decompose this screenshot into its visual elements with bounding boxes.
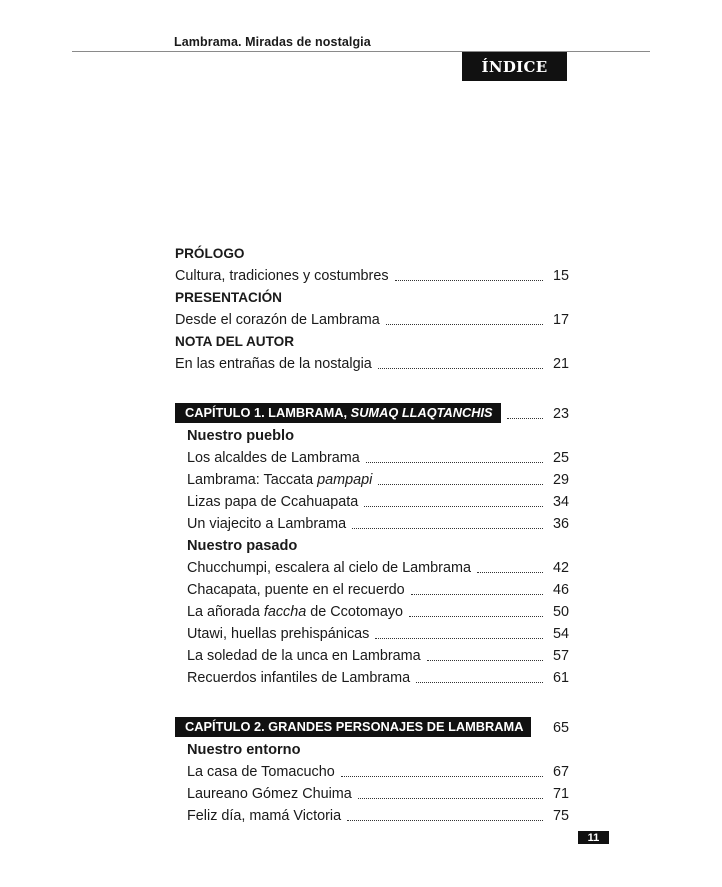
chapter-page: 23 <box>552 406 569 422</box>
title-part: La añorada <box>187 604 264 620</box>
toc-entry[interactable] <box>175 621 569 643</box>
dot-leader <box>352 527 543 529</box>
toc-entry-title: Lizas papa de Ccahuapata <box>187 494 359 510</box>
toc-entry-page: 21 <box>552 356 569 372</box>
toc-entry[interactable] <box>175 665 569 687</box>
toc-entry[interactable] <box>175 759 569 781</box>
dot-leader <box>411 593 543 595</box>
toc-entry-title: Un viajecito a Lambrama <box>187 516 347 532</box>
dot-leader <box>477 571 543 573</box>
toc-entry-page: 15 <box>552 268 569 284</box>
toc-entry[interactable] <box>175 467 569 489</box>
spacer <box>175 687 569 711</box>
toc-entry-title: Recuerdos infantiles de Lambrama <box>187 670 411 686</box>
toc-entry-title: Cultura, tradiciones y costumbres <box>175 268 389 284</box>
chapter-label <box>175 403 501 423</box>
toc-entry-page: 25 <box>552 450 569 466</box>
toc-entry-title: Chucchumpi, escalera al cielo de Lambrama <box>187 560 471 576</box>
toc-entry-title: Laureano Gómez Chuima <box>187 786 352 802</box>
toc-entry-page: 29 <box>552 472 569 488</box>
toc-subheading <box>175 423 569 445</box>
chapter-label-text: CAPÍTULO 1. LAMBRAMA, <box>185 405 351 420</box>
title-part: de Ccotomayo <box>306 604 404 620</box>
leader-gap <box>537 732 543 733</box>
toc-entry[interactable] <box>175 351 569 373</box>
dot-leader <box>341 775 543 777</box>
toc-heading-text: PRÓLOGO <box>175 246 245 261</box>
toc-entry[interactable] <box>175 307 569 329</box>
toc-entry-title: Desde el corazón de Lambrama <box>175 312 380 328</box>
toc-heading-text: NOTA DEL AUTOR <box>175 334 295 349</box>
toc-entry-title: Chacapata, puente en el recuerdo <box>187 582 405 598</box>
table-of-contents <box>175 241 569 825</box>
toc-entry[interactable] <box>175 803 569 825</box>
index-title-box <box>462 52 567 81</box>
title-part: Lambrama: Taccata <box>187 472 318 488</box>
toc-entry-title: La casa de Tomacucho <box>187 764 335 780</box>
index-title: ÍNDICE <box>481 57 548 76</box>
dot-leader <box>378 367 543 369</box>
toc-entry-page: 36 <box>552 516 569 532</box>
dot-leader <box>395 279 543 281</box>
subheading-text: Nuestro pueblo <box>187 428 295 444</box>
toc-entry[interactable] <box>175 577 569 599</box>
toc-chapter-1[interactable] <box>175 401 569 423</box>
toc-entry-title <box>187 471 372 489</box>
toc-entry-title: Los alcaldes de Lambrama <box>187 450 360 466</box>
toc-entry[interactable] <box>175 781 569 803</box>
toc-entry-title: En las entrañas de la nostalgia <box>175 356 372 372</box>
toc-entry-title: La soledad de la unca en Lambrama <box>187 648 421 664</box>
page-number: 11 <box>587 831 600 844</box>
title-italic: pampapi <box>317 472 373 488</box>
dot-leader <box>347 819 543 821</box>
spacer <box>175 373 569 397</box>
toc-chapter-2[interactable] <box>175 715 569 737</box>
toc-entry-page: 71 <box>552 786 569 802</box>
dot-leader <box>366 461 543 463</box>
dot-leader <box>386 323 543 325</box>
dot-leader <box>416 681 543 683</box>
dot-leader <box>409 615 543 617</box>
running-title: Lambrama. Miradas de nostalgia <box>174 35 371 49</box>
toc-entry-page: 42 <box>552 560 569 576</box>
toc-entry[interactable] <box>175 489 569 511</box>
dot-leader <box>358 797 543 799</box>
toc-entry-page: 34 <box>552 494 569 510</box>
toc-entry[interactable] <box>175 643 569 665</box>
dot-leader <box>375 637 543 639</box>
toc-entry-page: 75 <box>552 808 569 824</box>
toc-entry-page: 54 <box>552 626 569 642</box>
toc-entry[interactable] <box>175 555 569 577</box>
toc-subheading <box>175 533 569 555</box>
dot-leader <box>364 505 543 507</box>
toc-entry-page: 61 <box>552 670 569 686</box>
dot-leader <box>427 659 543 661</box>
title-italic: faccha <box>263 604 307 620</box>
toc-entry[interactable] <box>175 599 569 621</box>
page-number-box <box>578 831 609 844</box>
toc-entry-page: 50 <box>552 604 569 620</box>
toc-entry-title <box>187 603 403 621</box>
toc-heading-text: PRESENTACIÓN <box>175 290 282 305</box>
dot-leader <box>378 483 543 485</box>
toc-entry[interactable] <box>175 263 569 285</box>
toc-entry[interactable] <box>175 445 569 467</box>
toc-entry-title: Feliz día, mamá Victoria <box>187 808 342 824</box>
toc-heading-presentacion <box>175 285 569 307</box>
toc-entry-page: 17 <box>552 312 569 328</box>
toc-entry-title: Utawi, huellas prehispánicas <box>187 626 370 642</box>
toc-heading-prologo <box>175 241 569 263</box>
subheading-text: Nuestro entorno <box>187 742 301 758</box>
subheading-text: Nuestro pasado <box>187 538 298 554</box>
toc-entry[interactable] <box>175 511 569 533</box>
toc-heading-nota <box>175 329 569 351</box>
toc-entry-page: 46 <box>552 582 569 598</box>
chapter-label: CAPÍTULO 2. GRANDES PERSONAJES DE LAMBRAMA <box>175 717 531 737</box>
chapter-page: 65 <box>552 720 569 736</box>
toc-entry-page: 67 <box>552 764 569 780</box>
toc-entry-page: 57 <box>552 648 569 664</box>
toc-subheading <box>175 737 569 759</box>
chapter-label-italic: SUMAQ LLAQTANCHIS <box>350 405 493 420</box>
dot-leader <box>507 417 543 419</box>
